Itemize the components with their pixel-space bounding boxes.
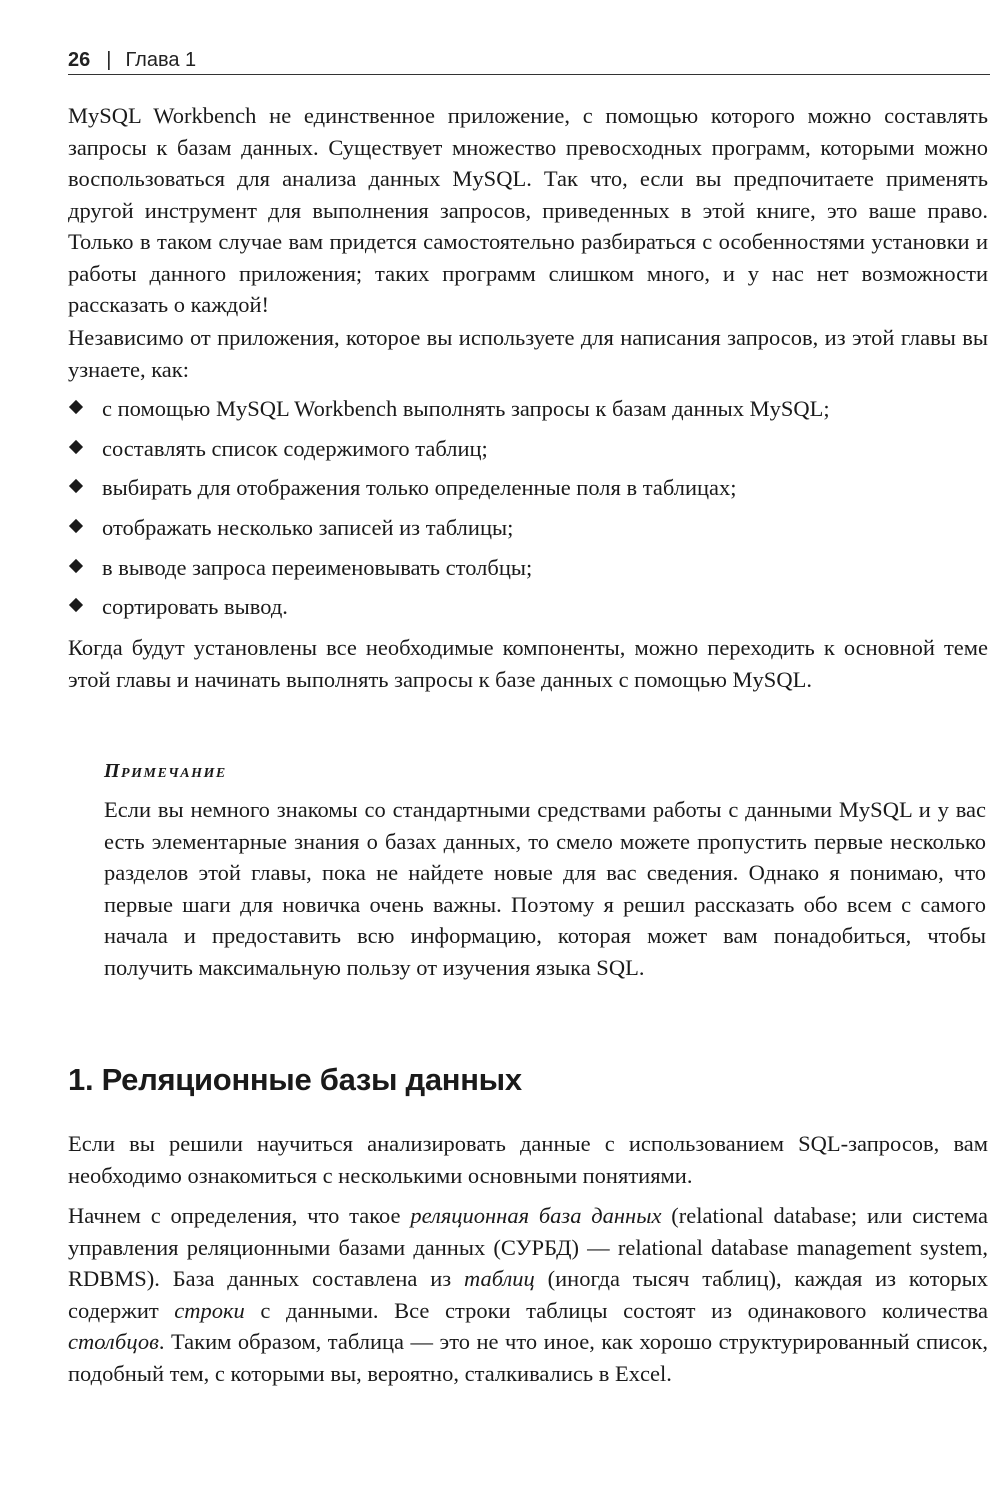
intro-paragraph: MySQL Workbench не единственное приложение, с помощью которого можно составлять запросы к базам данных. Существует множество превосходных программ, которыми можно воспользоваться для анализа данных MySQL. Так что, если вы предпочитаете применять другой инструмент для выполнения запросов, приведенных в этой книге, это ваше право. Только в таком случае вам придется самостоятельно разбираться с особенностями установки и работы данного приложения; таких программ слишком много, и у нас нет возможности рассказать о каждой!: [68, 103, 988, 317]
after-list-paragraph: Когда будут установлены все необходимые компоненты, можно переходить к основной теме этой главы и начинать выполнять запросы к базе данных с помощью MySQL.: [68, 635, 988, 692]
list-item: отображать несколько записей из таблицы;: [68, 512, 988, 552]
term-tables: таблиц: [463, 1266, 535, 1291]
section-paragraph-1: Если вы решили научиться анализировать данные с использованием SQL-запросов, вам необходимо ознакомиться с несколькими основными понятиями.: [68, 1131, 988, 1188]
note-title: Примечание: [104, 760, 227, 782]
note-body: Если вы немного знакомы со стандартными средствами работы с данными MySQL и у вас есть элементарные знания о базах данных, то смело можете пропустить первые несколько разделов этой главы, пока не найдете новые для вас сведения. Однако я понимаю, что первые шаги для новичка очень важны. Поэтому я решил рассказать обо всем с самого начала и предоставить всю информацию, которая может вам понадобиться, чтобы получить максимальную пользу от изучения языка SQL.: [104, 797, 986, 980]
page-number: 26: [68, 49, 91, 71]
list-item: составлять список содержимого таблиц;: [68, 433, 988, 473]
list-item: выбирать для отображения только определенные поля в таблицах;: [68, 472, 988, 512]
running-head: [68, 48, 990, 75]
term-columns: столбцов: [68, 1329, 159, 1354]
section-paragraph-2: Начнем с определения, что такое реляционная база данных (relational database; или система управления реляционными базами данных (СУРБД) — relational database management system, RDBMS). База данных составлена из таблиц (иногда тысяч таблиц), каждая из которых содержит строки с данными. Все строки таблицы состоят из одинакового количества столбцов. Таким образом, таблица — это не что иное, как хорошо структурированный список, подобный тем, с которыми вы, вероятно, сталкивались в Excel.: [68, 1203, 988, 1386]
objectives-list: [68, 393, 988, 631]
section-heading: 1. Реляционные базы данных: [68, 1062, 522, 1097]
diamond-bullet-icon: [69, 519, 83, 533]
list-item: в выводе запроса переименовывать столбцы;: [68, 552, 988, 592]
diamond-bullet-icon: [69, 559, 83, 573]
list-item: сортировать вывод.: [68, 591, 988, 631]
lead-paragraph: Независимо от приложения, которое вы используете для написания запросов, из этой главы вы узнаете, как:: [68, 325, 988, 382]
term-relational-database: реляционная база данных: [410, 1203, 662, 1228]
diamond-bullet-icon: [69, 479, 83, 493]
header-separator: |: [106, 49, 112, 71]
diamond-bullet-icon: [69, 400, 83, 414]
diamond-bullet-icon: [69, 440, 83, 454]
term-rows: строки: [174, 1297, 245, 1323]
list-item: с помощью MySQL Workbench выполнять запросы к базам данных MySQL;: [68, 393, 988, 433]
diamond-bullet-icon: [69, 598, 83, 612]
chapter-label: Глава 1: [125, 49, 197, 71]
